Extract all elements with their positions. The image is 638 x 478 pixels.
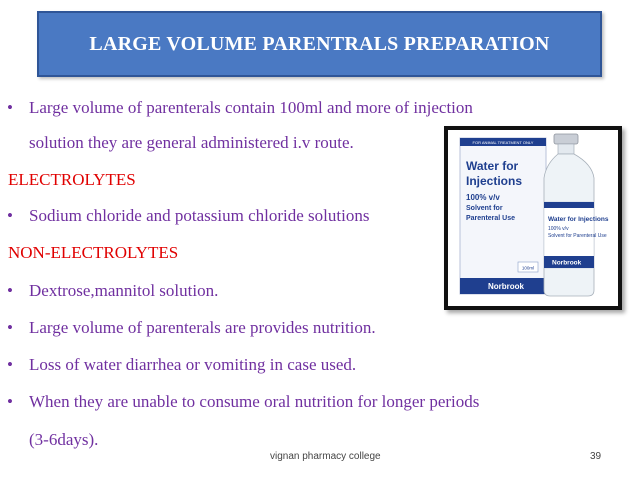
bullet-line-6: • When they are unable to consume oral nutrition for longer periods (29, 392, 479, 412)
svg-text:Water for Injections: Water for Injections (548, 216, 609, 223)
bullet-line-3: • Dextrose,mannitol solution. (29, 281, 218, 301)
svg-text:Water for: Water for (466, 159, 519, 173)
svg-text:Solvent for Parenteral Use: Solvent for Parenteral Use (548, 233, 607, 239)
bottle-brand: Norbrook (552, 259, 582, 267)
svg-text:Solvent for: Solvent for (466, 205, 503, 212)
box-top-text: FOR ANIMAL TREATMENT ONLY (472, 140, 534, 145)
box-brand: Norbrook (488, 282, 524, 291)
bullet-line-2: • Sodium chloride and potassium chloride solutions (29, 206, 369, 226)
slide-title: LARGE VOLUME PARENTRALS PREPARATION (89, 32, 550, 55)
water-for-injections-image (448, 130, 618, 306)
product-box (460, 138, 546, 294)
bullet-line-1: • Large volume of parenterals contain 100ml and more of injection (29, 98, 473, 118)
page-number: 39 (590, 451, 602, 462)
heading-electrolytes: ELECTROLYTES (8, 170, 136, 189)
bullet-line-4: • Large volume of parenterals are provides nutrition. (29, 318, 376, 338)
title-banner (37, 11, 602, 77)
bullet-line-6-cont: (3-6days). (29, 430, 99, 449)
box-volume: 100ml (521, 265, 535, 271)
product-photo (444, 126, 622, 310)
footer-college: vignan pharmacy college (270, 451, 381, 462)
svg-text:100% v/v: 100% v/v (548, 226, 569, 232)
bullet-line-1-cont: solution they are general administered i.v route. (29, 133, 354, 152)
bullet-line-5: • Loss of water diarrhea or vomiting in case used. (29, 355, 356, 375)
heading-non-electrolytes: NON-ELECTROLYTES (8, 243, 179, 262)
svg-text:100% v/v: 100% v/v (466, 193, 500, 202)
svg-text:Parenteral Use: Parenteral Use (466, 215, 516, 222)
svg-text:Injections: Injections (466, 174, 523, 188)
